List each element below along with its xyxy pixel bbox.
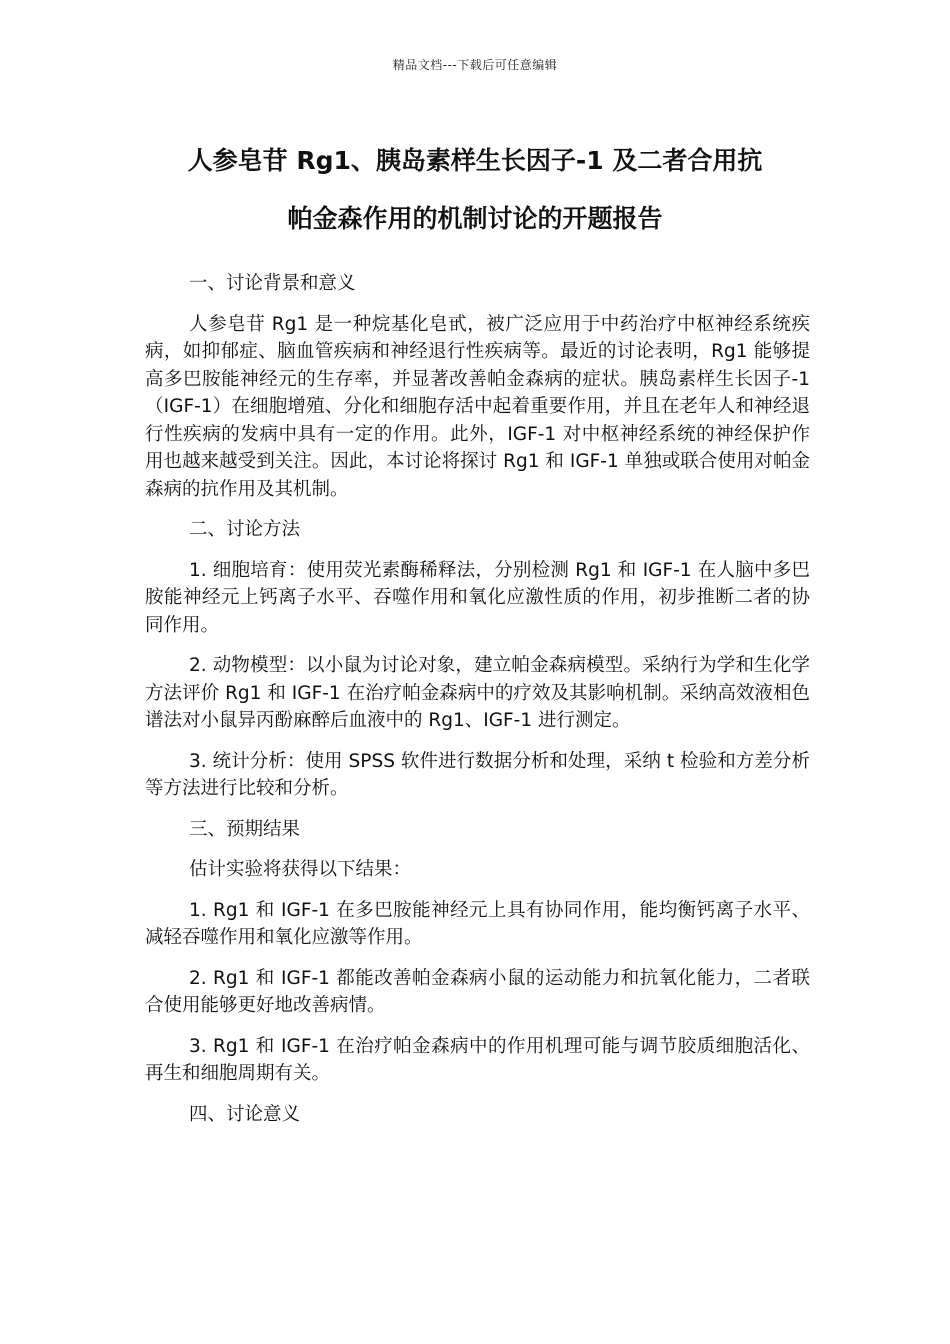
- paragraph-result-2: 2. Rg1 和 IGF-1 都能改善帕金森病小鼠的运动能力和抗氧化能力，二者联合使用能够更好地改善病情。: [145, 967, 810, 1016]
- title-line-1: 人参皂苷 Rg1、胰岛素样生长因子-1 及二者合用抗: [187, 146, 763, 175]
- section-heading-significance: 四、讨论意义: [189, 1103, 301, 1125]
- paragraph-results-intro: 估计实验将获得以下结果：: [189, 859, 412, 880]
- paragraph-method-cell-culture: 1. 细胞培育：使用荧光素酶稀释法，分别检测 Rg1 和 IGF-1 在人脑中多巴胺能神经元上钙离子水平、吞噬作用和氧化应激性质的作用，初步推断二者的协同作用。: [145, 559, 810, 636]
- paragraph-background: 人参皂苷 Rg1 是一种烷基化皂甙，被广泛应用于中药治疗中枢神经系统疾病，如抑郁症、脑血管疾病和神经退行性疾病等。最近的讨论表明，Rg1 能够提高多巴胺能神经元的生存率，并显著改善帕金森病的症状。胰岛素样生长因子-1（IGF-1）在细胞增殖、分化和细胞存活中起着重要作用，并且在老年人和神经退行性疾病的发病中具有一定的作用。此外，IGF-1 对中枢神经系统的神经保护作用也越来越受到关注。因此，本讨论将探讨 Rg1 和 IGF-1 单独或联合使用对帕金森病的抗作用及其机制。: [145, 313, 810, 500]
- header-note: 精品文档---下载后可任意编辑: [392, 58, 558, 72]
- section-heading-background: 一、讨论背景和意义: [189, 273, 356, 294]
- section-heading-methods: 二、讨论方法: [189, 519, 301, 540]
- title-line-2: 帕金森作用的机制讨论的开题报告: [287, 204, 663, 233]
- paragraph-method-statistics: 3. 统计分析：使用 SPSS 软件进行数据分析和处理，采纳 t 检验和方差分析等方法进行比较和分析。: [145, 750, 810, 799]
- document-body: [145, 270, 810, 1141]
- section-heading-expected-results: 三、预期结果: [189, 818, 301, 840]
- paragraph-result-3: 3. Rg1 和 IGF-1 在治疗帕金森病中的作用机理可能与调节胶质细胞活化、再生和细胞周期有关。: [145, 1035, 810, 1084]
- paragraph-result-1: 1. Rg1 和 IGF-1 在多巴胺能神经元上具有协同作用，能均衡钙离子水平、减轻吞噬作用和氧化应激等作用。: [145, 899, 810, 948]
- paragraph-method-animal-model: 2. 动物模型：以小鼠为讨论对象，建立帕金森病模型。采纳行为学和生化学方法评价 Rg1 和 IGF-1 在治疗帕金森病中的疗效及其影响机制。采纳高效液相色谱法对小鼠异丙酚麻醉后血液中的 Rg1、IGF-1 进行测定。: [145, 655, 810, 731]
- document-title: [120, 132, 830, 248]
